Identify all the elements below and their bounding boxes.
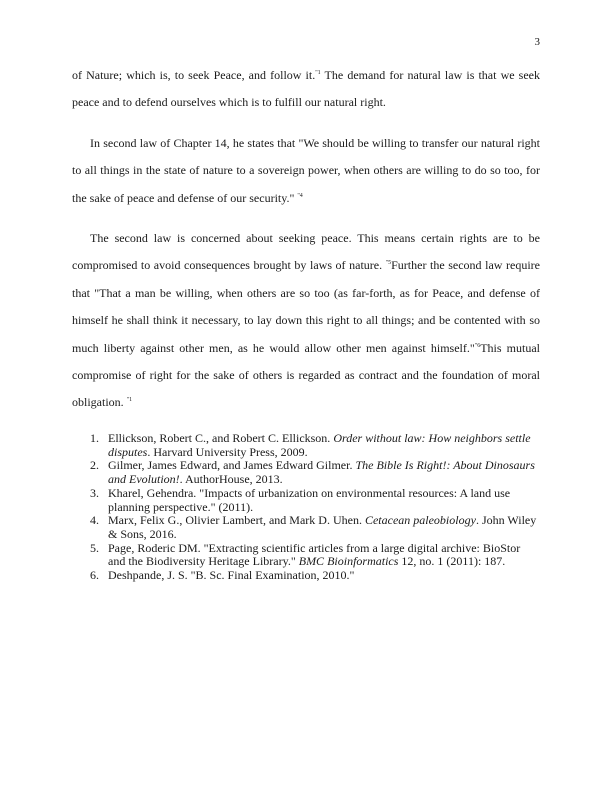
footnote-marker: "6 <box>474 342 481 349</box>
reference-text: Gilmer, James Edward, and James Edward Gilmer. <box>108 458 356 473</box>
reference-text: 12, no. 1 (2011): 187. <box>398 554 506 569</box>
references-list <box>72 432 540 583</box>
reference-item <box>72 569 540 583</box>
footnote-marker: "1 <box>315 70 321 76</box>
reference-text: . Harvard University Press, 2009. <box>147 444 308 459</box>
reference-item <box>72 487 540 514</box>
paragraph-text: of Nature; which is, to seek Peace, and follow it. <box>72 68 316 82</box>
reference-item <box>72 432 540 459</box>
paragraph-text: This mutual compromise of right for the sake of others is regarded as contract and the foundation of moral obligation. <box>72 340 540 410</box>
reference-item <box>72 514 540 541</box>
reference-number: 1. <box>90 431 99 445</box>
page-number: 3 <box>534 36 540 48</box>
paragraph-3 <box>72 225 540 417</box>
reference-text: . AuthorHouse, 2013. <box>179 472 283 487</box>
body-text <box>72 62 540 430</box>
reference-text: Deshpande, J. S. "B. Sc. Final Examination, 2010." <box>108 568 355 583</box>
paragraph-2 <box>72 130 540 212</box>
reference-text: Ellickson, Robert C., and Robert C. Ellickson. <box>108 431 334 445</box>
footnote-marker: "4 <box>297 192 303 199</box>
footnote-marker: "1 <box>126 397 133 404</box>
reference-item <box>72 459 540 486</box>
reference-text: Page, Roderic DM. "Extracting scientific articles from a large digital archive: BioStor and the Biodiversity Heritage Library." <box>108 540 521 569</box>
reference-number: 5. <box>90 540 99 555</box>
reference-item <box>72 542 540 569</box>
reference-number: 6. <box>90 568 99 583</box>
reference-title: Cetacean paleobiology <box>364 513 476 528</box>
paragraph-text: In second law of Chapter 14, he states that "We should be willing to transfer our natural right to all things in the state of nature to a sovereign power, when others are willing to do so too, for the sake of peace and defense of our security." <box>72 135 540 205</box>
paragraph-1 <box>72 62 540 117</box>
reference-number: 4. <box>90 513 99 528</box>
reference-title: Order without law: How neighbors settle disputes <box>108 431 531 459</box>
reference-number: 3. <box>90 485 99 500</box>
reference-title: BMC Bioinformatics <box>298 554 399 569</box>
reference-text: Marx, Felix G., Olivier Lambert, and Mark D. Uhen. <box>108 513 365 528</box>
reference-title: The Bible Is Right!: About Dinosaurs and Evolution! <box>108 458 535 487</box>
reference-text: Kharel, Gehendra. "Impacts of urbanization on environmental resources: A land use planning perspective." (2011). <box>108 485 511 514</box>
footnote-marker: "5 <box>385 260 392 267</box>
reference-number: 2. <box>90 458 99 473</box>
reference-text: . John Wiley & Sons, 2016. <box>108 513 537 541</box>
paragraph-text: The second law is concerned about seeking peace. This means certain rights are to be compromised to avoid consequences brought by laws of nature. <box>72 231 540 273</box>
paragraph-text: Further the second law require that "That a man be willing, when others are so too (as far-forth, as for Peace, and defense of himself he shall think it necessary, to lay down this right to all things; and be contented with so much liberty against other men, as he would allow other men against himself." <box>72 258 540 355</box>
paragraph-text: The demand for natural law is that we seek peace and to defend ourselves which is to fulfill our natural right. <box>72 68 540 110</box>
